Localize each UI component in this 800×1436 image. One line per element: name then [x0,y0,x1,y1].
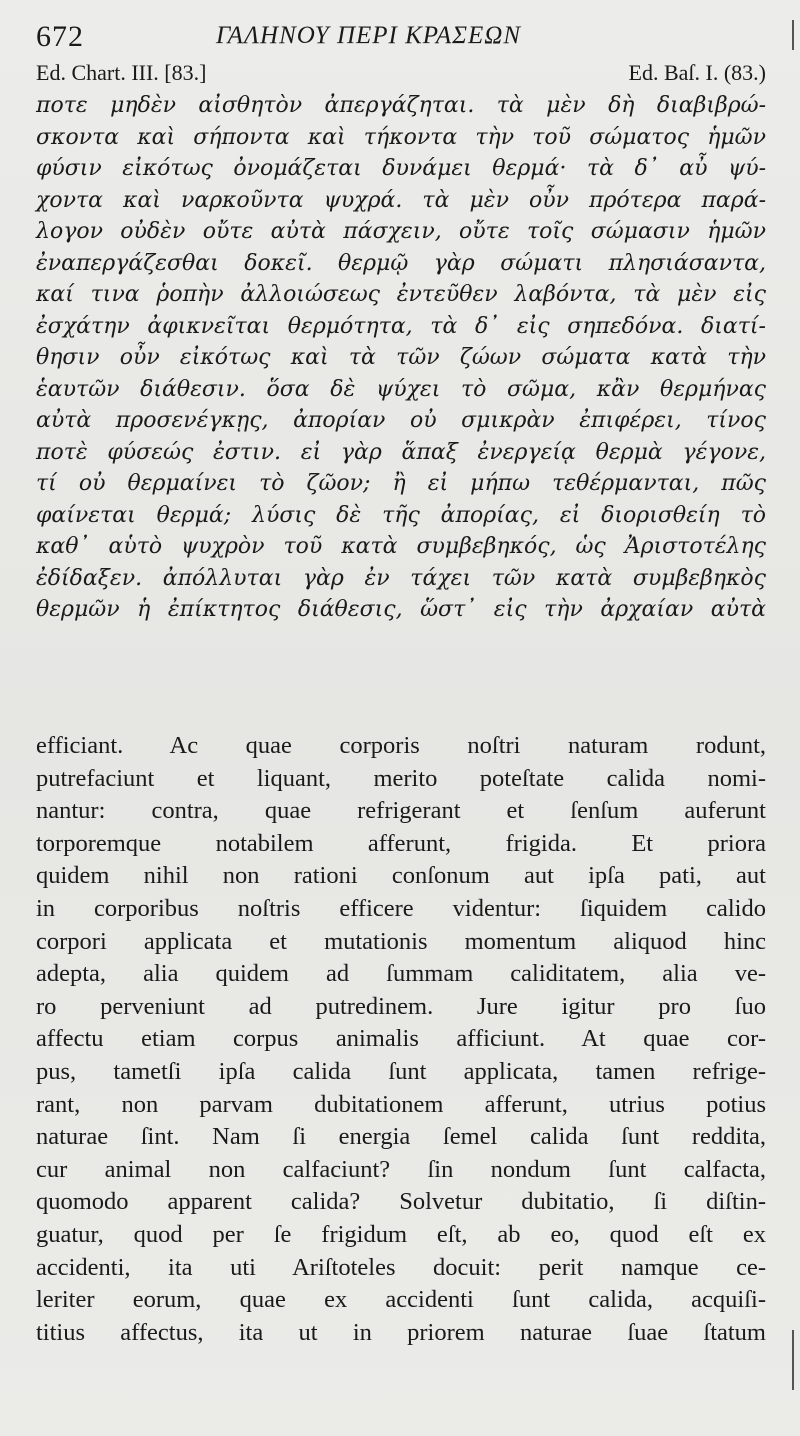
latin-text-line: naturae ſint. Nam ſi energia ſemel calida ſunt reddita, [36,1123,766,1151]
latin-text-line: rant, non parvam dubitationem afferunt, utrius potius [36,1090,766,1118]
latin-text-line: putrefaciunt et liquant, merito poteſtate calida nomi- [36,764,766,792]
latin-text-line: leriter eorum, quae ex accidenti ſunt calida, acquiſi- [36,1286,766,1314]
greek-text-line: ἐναπεργάζεσθαι δοκεῖ. θερμῷ γὰρ σώματι πλησιάσαντα, [36,250,766,276]
greek-text-line: ποτε μηδὲν αἰσθητὸν ἀπεργάζηται. τὰ μὲν δὴ διαβιβρώ- [36,93,766,118]
greek-text-line: χοντα καὶ ναρκοῦντα ψυχρά. τὰ μὲν οὖν πρότερα παρά- [36,187,766,213]
latin-text-line: titius affectus, ita ut in priorem naturae ſuae ſtatum [36,1318,766,1346]
greek-text-line: λογον οὐδὲν οὔτε αὐτὰ πάσχειν, οὔτε τοῖς σώμασιν ἡμῶν [36,219,766,244]
greek-text-line: καί τινα ῥοπὴν ἀλλοιώσεως ἐντεῦθεν λαβόντα, τὰ μὲν εἰς [36,282,766,307]
page-number: 672 [36,20,84,53]
greek-text-line: φύσιν εἰκότως ὀνομάζεται δυνάμει θερμά· τὰ δ᾽ αὖ ψύ- [36,156,766,181]
latin-text-line: in corporibus noſtris efficere videntur: ſiquidem calido [36,894,766,922]
edition-reference-chartier: Ed. Chart. III. [83.] [36,60,207,85]
latin-text-line: nantur: contra, quae refrigerant et ſenſum auferunt [36,797,766,825]
latin-text-line: affectu etiam corpus animalis afficiunt. At quae cor- [36,1025,766,1053]
latin-text-line: pus, tametſi ipſa calida ſunt applicata, tamen refrige- [36,1057,766,1085]
greek-text-line: καθ᾽ αὑτὸ ψυχρὸν τοῦ κατὰ συμβεβηκός, ὡς Ἀριστοτέλης [36,534,766,559]
latin-text-line: quidem nihil non rationi conſonum aut ipſa pati, aut [36,862,766,890]
latin-text-line: ro perveniunt ad putredinem. Jure igitur pro ſuo [36,992,766,1020]
greek-text-line: ποτὲ φύσεώς ἐστιν. εἰ γὰρ ἅπαξ ἐνεργείᾳ θερμὰ γέγονε, [36,439,766,465]
running-title: ΓΑΛΗΝΟΥ ΠΕΡΙ ΚΡΑΣΕΩΝ [216,22,522,49]
greek-text-block [36,90,766,626]
latin-text-line: corpori applicata et mutationis momentum aliquod hinc [36,927,766,955]
greek-text-line: ἑαυτῶν διάθεσιν. ὅσα δὲ ψύχει τὸ σῶμα, κἂν θερμήνας [36,376,766,402]
latin-text-line: adepta, alia quidem ad ſummam caliditatem, alia ve- [36,960,766,988]
latin-text-line: guatur, quod per ſe frigidum eſt, ab eo, quod eſt ex [36,1220,766,1248]
latin-text-line: accidenti, ita uti Ariſtoteles docuit: perit namque ce- [36,1253,766,1281]
margin-rule-mark [792,1330,794,1390]
greek-text-line: θησιν οὖν εἰκότως καὶ τὰ τῶν ζώων σώματα κατὰ τὴν [36,345,766,370]
greek-text-line: φαίνεται θερμά; λύσις δὲ τῆς ἀπορίας, εἰ διορισθείη τὸ [36,502,766,528]
latin-text-line: quomodo apparent calida? Solvetur dubitatio, ſi diſtin- [36,1188,766,1216]
latin-text-line: torporemque notabilem afferunt, frigida. Et priora [36,829,766,857]
greek-text-line: ἐσχάτην ἀφικνεῖται θερμότητα, τὰ δ᾽ εἰς σηπεδόνα. διατί- [36,313,766,339]
greek-text-line: ἐδίδαξεν. ἀπόλλυται γὰρ ἐν τάχει τῶν κατὰ συμβεβηκὸς [36,565,766,591]
edition-reference-line [36,60,766,90]
latin-text-block [36,730,766,1349]
greek-text-line: τί οὐ θερμαίνει τὸ ζῶον; ἢ εἰ μήπω τεθέρμανται, πῶς [36,471,766,496]
page-header [36,14,766,54]
latin-text-line: efficiant. Ac quae corporis noſtri naturam rodunt, [36,732,766,759]
margin-rule-mark [792,20,794,50]
edition-reference-basel: Ed. Baſ. I. (83.) [628,60,766,85]
greek-text-line: αὐτὰ προσενέγκῃς, ἀπορίαν οὐ σμικρὰν ἐπιφέρει, τίνος [36,408,766,433]
latin-text-line: cur animal non calfaciunt? ſin nondum ſunt calfacta, [36,1155,766,1183]
greek-text-line: σκοντα καὶ σήποντα καὶ τήκοντα τὴν τοῦ σώματος ἡμῶν [36,124,766,150]
greek-text-line: θερμῶν ἡ ἐπίκτητος διάθεσις, ὥστ᾽ εἰς τὴν ἀρχαίαν αὐτὰ [36,597,766,622]
